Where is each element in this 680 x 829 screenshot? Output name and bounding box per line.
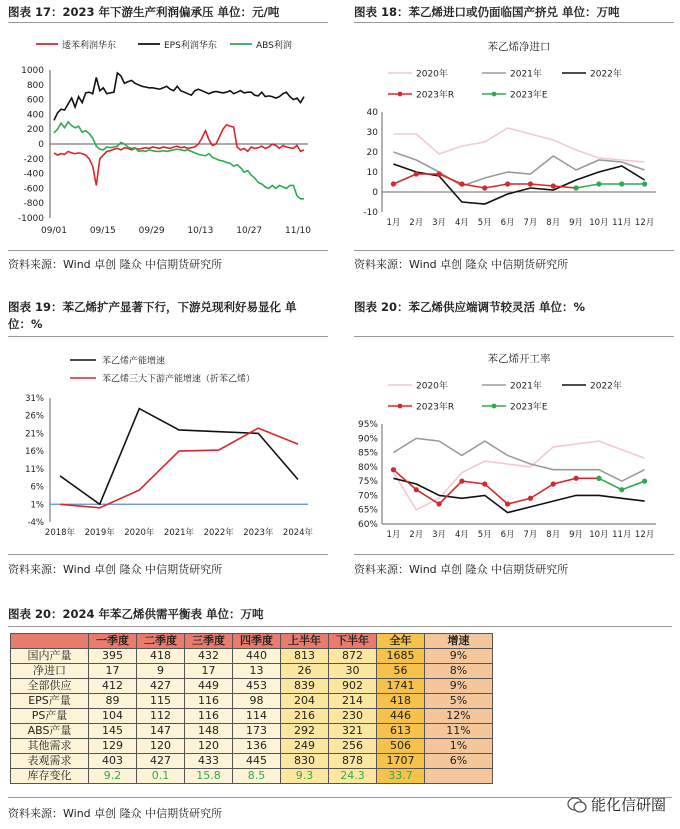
y-tick-label: 75% — [357, 477, 378, 488]
table-row — [11, 754, 493, 769]
table-cell: 17 — [185, 664, 233, 679]
y-tick-label: -10 — [363, 208, 378, 218]
y-tick-label: 0 — [38, 140, 44, 150]
x-tick-label: 8月 — [546, 530, 561, 540]
table-cell: 115 — [137, 694, 185, 709]
x-tick-label: 11/10 — [285, 226, 311, 236]
y-tick-label: 10 — [366, 168, 378, 178]
table-cell: 15.8 — [185, 769, 233, 784]
x-tick-label: 2021年 — [163, 528, 195, 538]
table-cell: 13 — [233, 664, 281, 679]
y-tick-label: 21% — [25, 429, 44, 440]
y-tick-label: 0 — [372, 188, 378, 198]
y-tick-label: -1000 — [17, 214, 44, 224]
data-point — [573, 185, 578, 190]
legend-label: 2022年 — [590, 381, 622, 392]
table-cell: 其他需求 — [11, 739, 89, 754]
x-tick-label: 10/27 — [236, 226, 263, 236]
table-cell: 204 — [281, 694, 329, 709]
x-tick-label: 2月 — [409, 530, 424, 540]
table-cell: 249 — [281, 739, 329, 754]
table-cell: 11% — [425, 724, 493, 739]
y-tick-label: 90% — [357, 434, 378, 445]
table-cell: 116 — [185, 694, 233, 709]
x-tick-label: 2020年 — [124, 528, 155, 538]
legend-label: ABS利润 — [256, 41, 292, 51]
table-cell — [425, 769, 493, 784]
y-tick-label: 40 — [366, 108, 378, 118]
series-line — [393, 470, 599, 504]
fig18-source: 资料来源：Wind 卓创 隆众 中信期货研究所 — [354, 258, 569, 271]
y-tick-label: 16% — [25, 447, 44, 458]
table-cell: 17 — [89, 664, 137, 679]
x-tick-label: 1月 — [386, 218, 401, 228]
x-tick-label: 09/15 — [89, 226, 116, 236]
y-tick-label: 800 — [26, 80, 44, 91]
table-cell: 446 — [377, 709, 425, 724]
table-header-cell: 四季度 — [233, 634, 281, 649]
table-header-cell: 增速 — [425, 634, 493, 649]
legend-label: 逶苯利润华东 — [62, 41, 117, 51]
x-tick-label: 2022年 — [203, 528, 234, 538]
x-tick-label: 5月 — [477, 218, 492, 228]
table-cell: 120 — [137, 739, 185, 754]
data-point — [551, 481, 556, 486]
x-tick-label: 10月 — [589, 530, 609, 540]
y-tick-label: -200 — [23, 154, 44, 165]
table-cell: 26 — [281, 664, 329, 679]
table-header-cell: 全年 — [377, 634, 425, 649]
table-cell: 24.3 — [329, 769, 377, 784]
table-cell: 136 — [233, 739, 281, 754]
data-point — [596, 181, 601, 186]
y-tick-label: 200 — [26, 125, 44, 136]
fig19-title-line2: 位：% — [8, 317, 43, 331]
y-tick-label: 1000 — [21, 66, 44, 76]
x-tick-label: 2月 — [409, 218, 424, 228]
y-tick-label: -4% — [27, 518, 44, 528]
x-tick-label: 7月 — [523, 530, 538, 540]
x-tick-label: 8月 — [546, 218, 561, 228]
data-point — [391, 181, 396, 186]
table-header-cell: 一季度 — [89, 634, 137, 649]
table-cell: 9.2 — [89, 769, 137, 784]
y-tick-label: 600 — [26, 95, 44, 106]
data-point — [436, 171, 441, 176]
wechat-icon — [567, 796, 587, 814]
x-tick-label: 4月 — [454, 218, 469, 228]
data-point — [619, 181, 624, 186]
x-tick-label: 11月 — [612, 530, 632, 540]
watermark — [567, 794, 666, 815]
table-header-cell: 三季度 — [185, 634, 233, 649]
series-line — [54, 125, 304, 186]
table-cell: 839 — [281, 679, 329, 694]
series-line — [393, 478, 644, 512]
table-cell: 114 — [233, 709, 281, 724]
x-tick-label: 5月 — [477, 530, 492, 540]
table-cell: 104 — [89, 709, 137, 724]
table-cell: PS产量 — [11, 709, 89, 724]
table-cell: 427 — [137, 679, 185, 694]
table-cell: 453 — [233, 679, 281, 694]
legend-label: 2020年 — [416, 381, 448, 392]
table-cell: 427 — [137, 754, 185, 769]
x-tick-label: 6月 — [500, 218, 515, 228]
table-cell: 813 — [281, 649, 329, 664]
legend-label: 2022年 — [590, 69, 622, 80]
y-tick-label: 400 — [26, 110, 44, 121]
y-tick-label: 80% — [357, 462, 378, 473]
table-row — [11, 679, 493, 694]
table-cell: 412 — [89, 679, 137, 694]
table-cell: 30 — [329, 664, 377, 679]
profit-chart — [8, 26, 333, 246]
data-point — [482, 185, 487, 190]
x-tick-label: 9月 — [569, 530, 584, 540]
table-cell: 432 — [185, 649, 233, 664]
legend-label: 2023年R — [416, 402, 455, 413]
table-row — [11, 709, 493, 724]
x-tick-label: 10月 — [589, 218, 609, 228]
table-row — [11, 739, 493, 754]
x-tick-label: 2023年 — [243, 528, 274, 538]
table-header-cell: 二季度 — [137, 634, 185, 649]
x-tick-label: 2019年 — [84, 528, 115, 538]
legend-marker — [492, 92, 497, 97]
x-tick-label: 09/29 — [138, 226, 165, 236]
table-cell: 230 — [329, 709, 377, 724]
table-cell: 449 — [185, 679, 233, 694]
y-tick-label: 85% — [357, 448, 378, 459]
table-cell: ABS产量 — [11, 724, 89, 739]
utilization-chart — [354, 340, 674, 550]
table-cell: 145 — [89, 724, 137, 739]
fig17-rule-bottom — [8, 250, 328, 251]
table-cell: 902 — [329, 679, 377, 694]
chart-title: 苯乙烯净进口 — [487, 41, 551, 53]
chart-title: 苯乙烯开工率 — [487, 353, 551, 365]
data-point — [596, 476, 601, 481]
table-cell: 33.7 — [377, 769, 425, 784]
data-point — [642, 479, 647, 484]
y-tick-label: 26% — [25, 411, 44, 422]
balance-table — [10, 633, 493, 784]
legend-label: 2023年E — [510, 90, 548, 101]
y-tick-label: 30 — [366, 128, 378, 138]
table-row — [11, 664, 493, 679]
data-point — [505, 501, 510, 506]
data-point — [459, 181, 464, 186]
table-cell: 0.1 — [137, 769, 185, 784]
table-header-cell: 上半年 — [281, 634, 329, 649]
series-line — [393, 128, 644, 162]
series-line — [60, 409, 298, 505]
table-cell: 9% — [425, 679, 493, 694]
series-line — [54, 122, 304, 199]
table-cell: 418 — [137, 649, 185, 664]
table-cell: 872 — [329, 649, 377, 664]
table-cell: 445 — [233, 754, 281, 769]
y-tick-label: -600 — [23, 184, 44, 195]
legend-label: 2023年E — [510, 402, 548, 413]
y-tick-label: 20 — [366, 148, 378, 158]
table-cell: 830 — [281, 754, 329, 769]
watermark-text: 能化信研圈 — [590, 796, 666, 814]
fig17-title: 图表 17：2023 年下游生产利润偏承压 单位：元/吨 — [8, 5, 280, 19]
table-cell: 256 — [329, 739, 377, 754]
fig19-rule-bottom — [8, 554, 328, 555]
y-tick-label: 65% — [357, 505, 378, 516]
table-cell: 214 — [329, 694, 377, 709]
x-tick-label: 10/13 — [187, 226, 214, 236]
table-cell: 418 — [377, 694, 425, 709]
fig17-rule — [8, 22, 328, 23]
y-tick-label: 95% — [357, 420, 378, 430]
legend-marker — [398, 92, 403, 97]
balance-source: 资料来源：Wind 卓创 隆众 中信期货研究所 — [8, 807, 223, 820]
capacity-chart — [8, 340, 333, 550]
table-cell: 216 — [281, 709, 329, 724]
x-tick-label: 2018年 — [44, 528, 76, 538]
balance-rule — [8, 626, 672, 627]
table-cell: 库存变化 — [11, 769, 89, 784]
table-cell: 9 — [137, 664, 185, 679]
fig17-source: 资料来源：Wind 卓创 隆众 中信期货研究所 — [8, 258, 223, 271]
table-cell: 112 — [137, 709, 185, 724]
table-header-cell — [11, 634, 89, 649]
imports-chart — [354, 26, 674, 248]
fig20-title: 图表 20：苯乙烯供应端调节较灵活 单位：% — [354, 300, 586, 314]
table-cell: 321 — [329, 724, 377, 739]
x-tick-label: 4月 — [454, 530, 469, 540]
series-line — [60, 428, 298, 508]
x-tick-label: 1月 — [386, 530, 401, 540]
table-cell: 1707 — [377, 754, 425, 769]
y-tick-label: 11% — [25, 464, 44, 475]
y-tick-label: 60% — [357, 520, 378, 530]
table-cell: 净进口 — [11, 664, 89, 679]
data-point — [414, 171, 419, 176]
table-cell: 1685 — [377, 649, 425, 664]
series-line — [393, 152, 644, 186]
x-tick-label: 7月 — [523, 218, 538, 228]
fig20-source: 资料来源：Wind 卓创 隆众 中信期货研究所 — [354, 563, 569, 576]
y-tick-label: -400 — [23, 169, 44, 180]
table-cell: 292 — [281, 724, 329, 739]
table-cell: 8.5 — [233, 769, 281, 784]
table-cell: 878 — [329, 754, 377, 769]
data-point — [505, 181, 510, 186]
fig18-rule — [354, 22, 674, 23]
legend-label: 苯乙烯产能增速 — [102, 356, 166, 367]
table-cell: 全部供应 — [11, 679, 89, 694]
table-cell: 9% — [425, 649, 493, 664]
table-cell: 506 — [377, 739, 425, 754]
table-cell: 147 — [137, 724, 185, 739]
table-cell: 1% — [425, 739, 493, 754]
data-point — [482, 481, 487, 486]
table-cell: 120 — [185, 739, 233, 754]
data-point — [528, 496, 533, 501]
table-cell: 403 — [89, 754, 137, 769]
table-cell: 56 — [377, 664, 425, 679]
legend-label: 苯乙烯三大下游产能增速（折苯乙烯） — [102, 374, 256, 385]
legend-label: 2021年 — [510, 381, 542, 392]
table-cell: 613 — [377, 724, 425, 739]
y-tick-label: 1% — [30, 500, 44, 511]
table-cell: 440 — [233, 649, 281, 664]
x-tick-label: 12月 — [634, 530, 655, 540]
table-row — [11, 724, 493, 739]
x-tick-label: 6月 — [500, 530, 515, 540]
table-cell: 12% — [425, 709, 493, 724]
table-header-row — [11, 634, 493, 649]
table-cell: 129 — [89, 739, 137, 754]
data-point — [619, 487, 624, 492]
legend-label: 2021年 — [510, 69, 542, 80]
table-cell: 5% — [425, 694, 493, 709]
legend-label: 2023年R — [416, 90, 455, 101]
legend-label: EPS利润华东 — [164, 41, 217, 51]
series-line — [576, 184, 645, 188]
legend-marker — [492, 404, 497, 409]
legend-marker — [398, 404, 403, 409]
table-cell: 395 — [89, 649, 137, 664]
fig20-rule-bottom — [354, 554, 674, 555]
table-header-cell: 下半年 — [329, 634, 377, 649]
data-point — [642, 181, 647, 186]
table-cell: 国内产量 — [11, 649, 89, 664]
x-tick-label: 3月 — [432, 530, 447, 540]
fig20-rule — [354, 336, 674, 337]
table-row — [11, 649, 493, 664]
table-cell: 148 — [185, 724, 233, 739]
table-cell: 98 — [233, 694, 281, 709]
table-cell: 6% — [425, 754, 493, 769]
table-row — [11, 769, 493, 784]
fig18-rule-bottom — [354, 250, 674, 251]
data-point — [391, 467, 396, 472]
data-point — [551, 183, 556, 188]
y-tick-label: 6% — [30, 482, 44, 493]
x-tick-label: 12月 — [634, 218, 655, 228]
table-cell: 173 — [233, 724, 281, 739]
data-point — [528, 181, 533, 186]
table-cell: 89 — [89, 694, 137, 709]
fig18-title: 图表 18：苯乙烯进口或仍面临国产挤兑 单位：万吨 — [354, 5, 620, 19]
table-cell: 9.3 — [281, 769, 329, 784]
y-tick-label: 70% — [357, 491, 378, 502]
x-tick-label: 11月 — [612, 218, 632, 228]
table-cell: 1741 — [377, 679, 425, 694]
table-cell: EPS产量 — [11, 694, 89, 709]
x-tick-label: 2024年 — [282, 528, 314, 538]
x-tick-label: 09/01 — [41, 226, 67, 236]
data-point — [459, 479, 464, 484]
fig19-source: 资料来源：Wind 卓创 隆众 中信期货研究所 — [8, 563, 223, 576]
x-tick-label: 3月 — [432, 218, 447, 228]
data-point — [414, 487, 419, 492]
table-row — [11, 694, 493, 709]
table-cell: 表观需求 — [11, 754, 89, 769]
fig19-rule — [8, 336, 328, 337]
y-tick-label: 31% — [25, 394, 44, 404]
fig19-title-line1: 图表 19：苯乙烯扩产显著下行，下游兑现利好易显化 单 — [8, 300, 297, 314]
table-cell: 116 — [185, 709, 233, 724]
legend-label: 2020年 — [416, 69, 448, 80]
data-point — [436, 501, 441, 506]
table-cell: 8% — [425, 664, 493, 679]
series-line — [54, 73, 304, 120]
balance-title: 图表 20：2024 年苯乙烯供需平衡表 单位：万吨 — [8, 607, 264, 621]
y-tick-label: -800 — [23, 199, 44, 210]
table-cell: 433 — [185, 754, 233, 769]
x-tick-label: 9月 — [569, 218, 584, 228]
data-point — [573, 476, 578, 481]
